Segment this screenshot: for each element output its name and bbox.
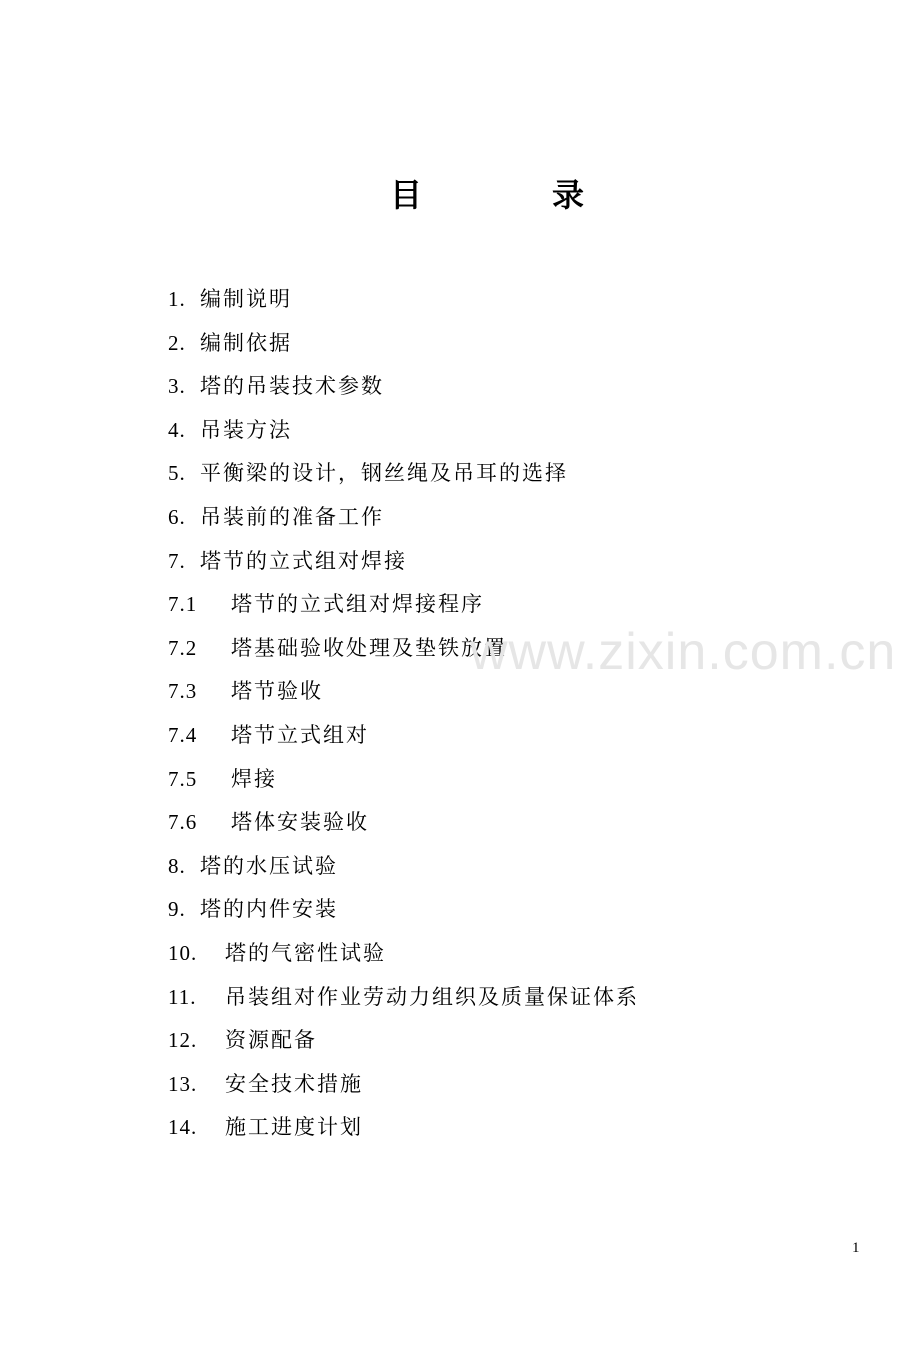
toc-item-title: 安全技术措施 <box>225 1071 363 1096</box>
toc-item-4[interactable] <box>168 409 788 453</box>
toc-item-number: 5. <box>168 461 186 486</box>
toc-item-number: 10. <box>168 940 198 965</box>
toc-item-number: 7.3 <box>168 679 198 704</box>
toc-item-number: 7.5 <box>168 766 198 791</box>
toc-item-11[interactable] <box>168 976 788 1020</box>
toc-item-7-2[interactable] <box>168 627 788 671</box>
toc-item-title: 塔的吊装技术参数 <box>200 374 384 399</box>
toc-item-number: 12. <box>168 1028 198 1053</box>
toc-item-number: 7.1 <box>168 592 198 617</box>
toc-item-title: 塔的内件安装 <box>200 897 338 922</box>
toc-item-8[interactable] <box>168 845 788 889</box>
toc-item-7-1[interactable] <box>168 583 788 627</box>
toc-item-number: 7.4 <box>168 722 198 747</box>
toc-item-3[interactable] <box>168 365 788 409</box>
toc-item-title: 吊装前的准备工作 <box>200 504 384 529</box>
toc-item-6[interactable] <box>168 496 788 540</box>
toc-item-title: 塔的水压试验 <box>200 853 338 878</box>
toc-item-number: 7. <box>168 548 186 573</box>
toc-item-title: 平衡梁的设计，钢丝绳及吊耳的选择 <box>200 461 568 486</box>
title-char-mu: 目 <box>390 176 423 214</box>
toc-item-7[interactable] <box>168 540 788 584</box>
toc-item-7-6[interactable] <box>168 801 788 845</box>
toc-item-number: 1. <box>168 287 186 311</box>
toc-item-7-5[interactable] <box>168 758 788 802</box>
toc-item-title: 塔节验收 <box>231 679 323 704</box>
toc-item-title: 资源配备 <box>225 1028 317 1053</box>
watermark: www.zixin.com.cn <box>470 623 897 681</box>
toc-item-7-3[interactable] <box>168 670 788 714</box>
toc-item-number: 3. <box>168 374 186 399</box>
toc-item-10[interactable] <box>168 932 788 976</box>
page-number: 1 <box>852 1240 860 1256</box>
toc-item-number: 6. <box>168 504 186 529</box>
toc-item-title: 塔节的立式组对焊接程序 <box>231 592 484 617</box>
toc-item-1[interactable] <box>168 278 788 322</box>
toc-item-title: 施工进度计划 <box>225 1115 363 1140</box>
toc-item-number: 7.2 <box>168 635 198 660</box>
toc-item-14[interactable] <box>168 1106 788 1150</box>
toc-item-5[interactable] <box>168 452 788 496</box>
toc-item-number: 9. <box>168 897 186 922</box>
table-of-contents <box>168 278 788 1150</box>
toc-item-number: 11. <box>168 984 197 1009</box>
toc-item-13[interactable] <box>168 1063 788 1107</box>
toc-item-title: 吊装组对作业劳动力组织及质量保证体系 <box>225 984 639 1009</box>
toc-item-title: 编制依据 <box>200 330 292 355</box>
toc-item-number: 13. <box>168 1071 198 1096</box>
toc-item-title: 塔体安装验收 <box>231 810 369 835</box>
toc-item-number: 7.6 <box>168 810 198 835</box>
page-title <box>0 170 920 220</box>
toc-item-title: 塔节的立式组对焊接 <box>200 548 407 573</box>
toc-item-title: 吊装方法 <box>200 417 292 442</box>
toc-item-number: 2. <box>168 330 186 355</box>
toc-item-7-4[interactable] <box>168 714 788 758</box>
toc-item-2[interactable] <box>168 322 788 366</box>
toc-item-9[interactable] <box>168 888 788 932</box>
title-char-lu: 录 <box>552 176 585 214</box>
toc-item-title: 塔的气密性试验 <box>225 940 386 965</box>
toc-item-number: 14. <box>168 1115 198 1140</box>
toc-item-title: 编制说明 <box>200 287 292 311</box>
toc-item-number: 8. <box>168 853 186 878</box>
toc-item-title: 塔基础验收处理及垫铁放置 <box>231 635 507 660</box>
toc-item-number: 4. <box>168 417 186 442</box>
toc-item-title: 焊接 <box>231 766 277 791</box>
toc-item-title: 塔节立式组对 <box>231 722 369 747</box>
toc-item-12[interactable] <box>168 1019 788 1063</box>
